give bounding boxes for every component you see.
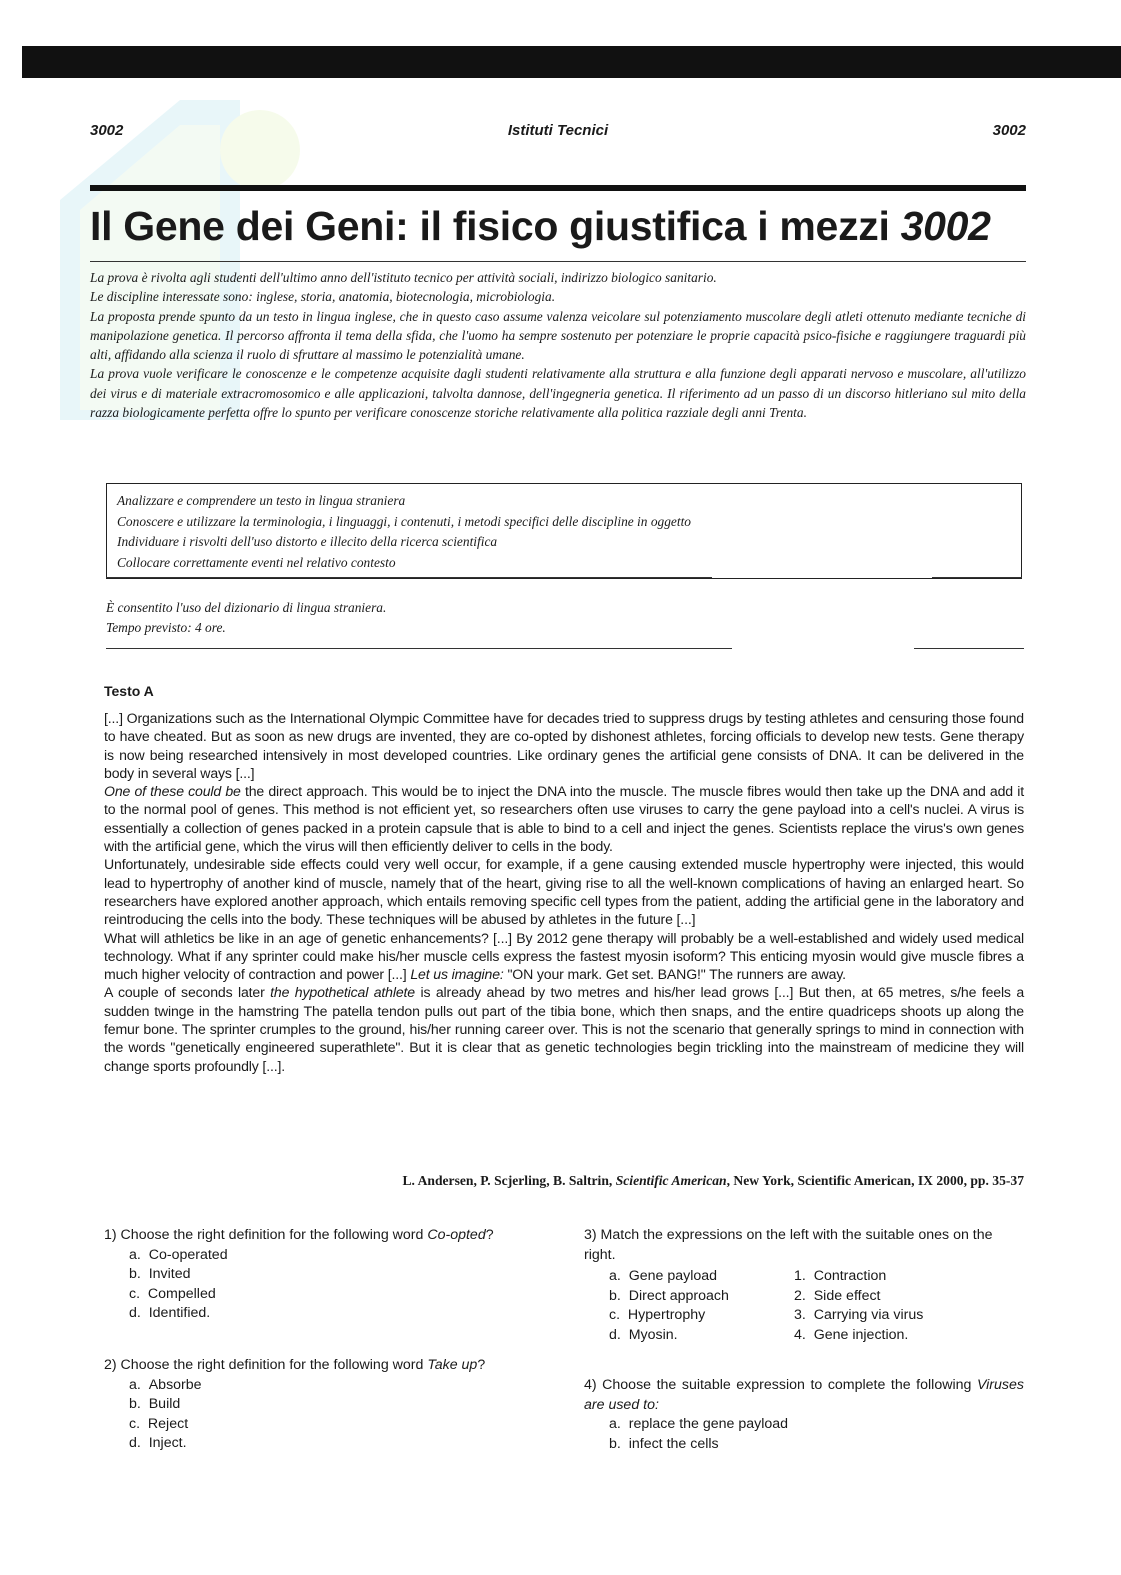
match-right: 1. Contraction [794, 1268, 887, 1285]
body-text: A couple of seconds later [104, 984, 271, 1001]
exam-notes [106, 598, 386, 637]
body-text: the direct approach. This would be to inject the DNA into the muscle. The muscle fibres would then take up the DNA and add it to the normal pool of genes. This method is not efficient yet, so researchers often use viruses to carry the gene payload into a cell's nuclei. A virus is essentially a collection of genes packed in a protein capsule that is able to bind to a cell and inject the genes. Scientists replace the virus's own genes with the artificial gene, which the virus will then efficiently deliver to cells in the body. [104, 783, 1024, 855]
question-prompt [584, 1376, 1024, 1415]
body-text: is already ahead by two metres and his/her lead grows [...] But then, at 65 metres, s/he feels a sudden twinge in the hamstring The patella tendon pulls out part of the tibia bone, which then snaps, and the entire quadriceps shoots up along the femur bone. The sprinter crumples to the ground, his/her running career over. This is not the scenario that generally springs to mind in connection with the words "genetically engineered superathlete". But it is clear that as genetic technologies begin trickling into the mainstream of medicine they will change sports profoundly [...]. [104, 984, 1025, 1074]
dictionary-note: È consentito l'uso del dizionario di lingua straniera. [106, 600, 387, 615]
prompt-word: Co-opted [427, 1227, 486, 1243]
intro-paragraph: La proposta prende spunto da un testo in lingua inglese, che in questo caso assume valenza veicolare sul potenziamento muscolare degli atleti ottenuto mediante tecniche di manipolazione genetica. Il percorso affronta il tema della sfida, che l'uomo ha sempre sostenuto per potenziare le proprie capacità psico-fisiche e raggiungere traguardi più alti, affidando alla scienza il ruolo di sfruttare al massimo le potenzialità umane. [90, 308, 1026, 363]
body-paragraph: Unfortunately, undesirable side effects could very well occur, for example, if a gene causing extended muscle hypertrophy were injected, this would lead to hypertrophy of another kind of muscle, namely that of the heart, giving rise to all the well-known complications of having an enlarged heart. So researchers have explored another approach, which entails removing specific cell types from the patient, adding the artificial gene in the laboratory and reintroducing the cells into the body. These techniques will be abused by athletes in the future [...] [104, 856, 1024, 928]
match-table [609, 1267, 923, 1345]
prompt-text: 1) Choose the right definition for the following word [104, 1227, 428, 1243]
top-black-band [22, 46, 1121, 78]
question-prompt [104, 1226, 548, 1246]
question-3 [584, 1226, 1024, 1346]
question-4 [584, 1376, 1024, 1454]
body-paragraph [104, 782, 1024, 855]
match-right: 4. Gene injection. [794, 1326, 909, 1343]
question-2 [104, 1356, 548, 1454]
citation [402, 1173, 1024, 1189]
title-text: Il Gene dei Geni: il fisico giustifica i mezzi [90, 203, 890, 249]
question-prompt [104, 1356, 548, 1376]
body-paragraph [104, 983, 1024, 1074]
intro-paragraph: La prova vuole verificare le conoscenze e le competenze acquisite dagli studenti relativamente alla struttura e alla funzione degli apparati nervoso e muscolare, all'utilizzo dei virus e di materiale extracromosomico e alle applicazioni, talvolta dannose, dell'ingegneria genetica. Il riferimento ad un passo di un discorso hitleriano sul mito della razza biologicamente perfetta offre lo spunto per verificare conoscenze storiche relativamente alla politica razziale degli anni Trenta. [90, 366, 1026, 421]
text-a-heading: Testo A [104, 683, 154, 699]
prompt-word: Take up [427, 1357, 478, 1373]
match-right: 2. Side effect [794, 1287, 881, 1304]
intro-paragraph: La prova è rivolta agli studenti dell'ultimo anno dell'istituto tecnico per attività sociali, indirizzo biologico sanitario. [90, 270, 717, 285]
time-note: Tempo previsto: 4 ore. [106, 619, 226, 635]
prompt-end: ? [477, 1357, 486, 1373]
match-left: c. Hypertrophy [609, 1307, 706, 1324]
title-rule-thin [90, 261, 1026, 262]
body-text: What will athletics be like in an age of genetic enhancements? [...] By 2012 gene therapy will probably be a well-established and widely used medical technology. What if any sprinter could make his/her muscle cells express the fastest myosin isoform? This enticing myosin would give muscle fibres a much higher velocity of contraction and power [...] [104, 929, 1024, 983]
answer-option: a. replace the gene payload [609, 1416, 789, 1433]
page-number-left: 3002 [90, 122, 124, 139]
citation-authors: L. Andersen, P. Scjerling, B. Saltrin, [402, 1173, 616, 1188]
match-left: b. Direct approach [609, 1287, 729, 1304]
intro-section [90, 268, 1026, 422]
question-1 [104, 1226, 548, 1324]
divider [106, 648, 732, 649]
body-paragraph: [...] Organizations such as the International Olympic Committee have for decades tried to suppress drugs by testing athletes and censuring those found to have cheated. But as soon as new drugs are invented, they are co-opted by dishonest athletes, forcing officials to develop new tests. Gene therapy is now being researched intensively in most developed countries. Like ordinary genes the artificial gene consists of DNA. It can be delivered in the body in several ways [...] [104, 710, 1024, 781]
answer-option: c. Compelled [129, 1285, 216, 1302]
answer-option: a. Co-operated [129, 1246, 228, 1263]
objective-item: Conoscere e utilizzare la terminologia, i linguaggi, i contenuti, i metodi specifici delle discipline in oggetto [117, 513, 691, 529]
objective-item: Collocare correttamente eventi nel relativo contesto [117, 554, 396, 570]
intro-paragraph: Le discipline interessate sono: inglese, storia, anatomia, biotecnologia, microbiologia. [90, 289, 556, 305]
objective-item: Analizzare e comprendere un testo in lingua straniera [117, 493, 406, 508]
body-paragraph [104, 929, 1024, 984]
title-rule-thick [90, 185, 1026, 191]
text-a-body [104, 709, 1024, 1075]
objective-item: Individuare i risvolti dell'uso distorto e illecito della ricerca scientifica [117, 534, 498, 549]
prompt-word: Viruses are used to: [584, 1377, 1024, 1413]
prompt-end: ? [485, 1227, 494, 1243]
match-right: 3. Carrying via virus [794, 1307, 924, 1324]
body-text: "ON your mark. Get set. BANG!" The runners are away. [503, 966, 846, 983]
title-code: 3002 [900, 203, 991, 249]
answer-option: d. Identified. [129, 1305, 211, 1322]
match-left: d. Myosin. [609, 1326, 678, 1343]
match-left: a. Gene payload [609, 1268, 718, 1285]
divider [106, 577, 712, 578]
answer-option: b. Build [129, 1396, 181, 1413]
citation-journal: Scientific American [615, 1173, 727, 1188]
emphasis: Let us imagine: [410, 966, 504, 983]
answer-option: c. Reject [129, 1415, 189, 1432]
citation-details: , New York, Scientific American, IX 2000, pp. 35-37 [726, 1173, 1024, 1188]
answer-option: d. Inject. [129, 1435, 187, 1452]
answer-option: b. Invited [129, 1266, 191, 1283]
objectives-box [106, 483, 1022, 579]
divider [932, 577, 1022, 578]
answer-option: b. infect the cells [609, 1435, 719, 1452]
question-prompt: 3) Match the expressions on the left with the suitable ones on the right. [584, 1227, 993, 1263]
emphasis: One of these could be [104, 783, 241, 800]
prompt-text: 4) Choose the suitable expression to complete the following [584, 1377, 977, 1393]
prompt-text: 2) Choose the right definition for the following word [104, 1357, 428, 1373]
divider [914, 648, 1024, 649]
emphasis: the hypothetical athlete [270, 984, 415, 1001]
series-title: Istituti Tecnici [507, 122, 609, 139]
page-number-right: 3002 [992, 122, 1026, 139]
answer-option: a. Absorbe [129, 1376, 202, 1393]
page-title [90, 196, 1026, 256]
